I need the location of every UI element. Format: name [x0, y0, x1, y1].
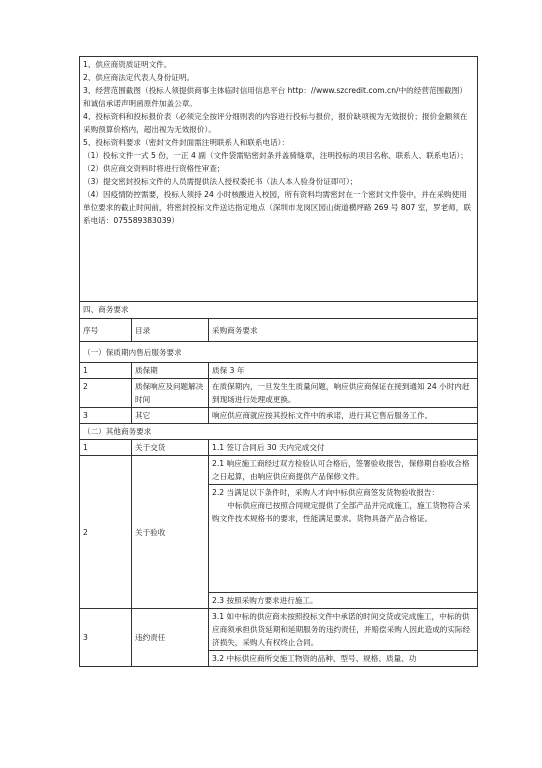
row-item: 质保期 [132, 363, 209, 379]
group-title-row [80, 424, 478, 440]
row-no: 3 [80, 609, 132, 667]
row-req: 在质保期内，一旦发生生质量问题，响应供应商保证在接到通知 24 小时内赶到现场进行处理或更换。 [209, 379, 478, 408]
liability-subcell [209, 609, 477, 651]
row-item: 质保响应及问题解决时间 [132, 379, 209, 408]
procurement-table [79, 56, 478, 667]
table-row [80, 379, 478, 408]
row-no: 2 [80, 456, 132, 609]
acceptance-text: 2.1 响应施工商经过双方检验认可合格后，签署验收报告，保修期自验收合格之日起算，由响应供应商提供产品保修文件。 [212, 459, 470, 481]
intro-line: （2）供应商交资料时将进行资格性审查； [83, 164, 225, 173]
row-req: 1.1 签订合同后 30 天内完成交付 [209, 440, 478, 456]
row-no: 2 [80, 379, 132, 408]
intro-line: 4、投标资料和投标报价表（必须完全按评分细则表的内容进行投标与报价，报价缺项视为无效报价；报价金额须在采购预算价格内，超出视为无效报价）。 [83, 112, 468, 134]
acceptance-text: 2.3 按照采购方要求进行施工。 [212, 596, 318, 605]
intro-cell [80, 57, 478, 302]
header-row [80, 319, 478, 342]
row-req: 响应供应商就应按其投标文件中的承诺，进行其它售后服务工作。 [209, 408, 478, 424]
row-item: 其它 [132, 408, 209, 424]
header-no: 序号 [80, 319, 132, 342]
intro-line: 5、投标资料要求（密封文件封面需注明联系人和联系电话）： [83, 138, 290, 147]
section-title: 四、商务要求 [80, 302, 478, 319]
row-item: 关于交货 [132, 440, 209, 456]
group-title: （一）保质期内售后服务要求 [80, 342, 478, 363]
row-req [209, 609, 478, 667]
intro-line: 2、供应商法定代表人身份证明。 [83, 73, 195, 82]
liability-text: 3.2 中标供应商所交施工物资的品种、型号、规格、质量、功 [212, 654, 417, 663]
row-item: 关于验收 [132, 456, 209, 609]
intro-line: 3、经营范围截图（投标人须提供商事主体临时信用信息平台 http：//www.szcredit.com.cn/中的经营范围截图）和诚信承诺声明函原件加盖公章。 [83, 86, 467, 108]
row-no: 3 [80, 408, 132, 424]
row-req: 质保 3 年 [209, 363, 478, 379]
acceptance-subcell [209, 593, 477, 608]
section-title-row [80, 302, 478, 319]
intro-line: （1）投标文件一式 5 份，一正 4 副（文件袋需贴密封条并盖骑缝章，注明投标的项目名称、联系人、联系电话）； [83, 151, 468, 160]
header-item: 目录 [132, 319, 209, 342]
row-req [209, 456, 478, 609]
acceptance-text: 中标供应商已按照合同规定提供了全部产品并完成施工，施工货物符合采购文件技术规格书的要求，性能满足要求。货物具备产品合格证。 [212, 501, 471, 523]
table-row [80, 456, 478, 609]
row-item: 违约责任 [132, 609, 209, 667]
header-req: 采购商务要求 [209, 319, 478, 342]
intro-row [80, 57, 478, 302]
acceptance-subcell [209, 456, 477, 485]
acceptance-text: 2.2 当满足以下条件时，采购人才向中标供应商签发货物验收报告： [212, 488, 440, 497]
intro-line: 1、供应商资质证明文件。 [83, 60, 172, 69]
liability-text: 3.1 如中标的供应商未按照投标文件中承诺的时间交货或完成施工，中标的供应商须承担供货延期和延期服务的违约责任，并赔偿采购人因此造成的实际经济损失，采购人有权终止合同。 [212, 612, 471, 647]
group-title-row [80, 342, 478, 363]
row-no: 1 [80, 440, 132, 456]
blank-space [212, 525, 474, 591]
intro-line: （3）提交密封投标文件的人员需提供法人授权委托书（法人本人验身份证即可）； [83, 177, 358, 186]
intro-line: （4）因疫情防控需要，投标人须持 24 小时核酸进入校园，所有资料均需密封在一个密封文件袋中，并在采购使用单位要求的截止时间前，将密封投标文件送达指定地点（深圳市龙岗区园山街道横坪路 269 号 807 室，罗老师，联系电话：075589383039） [83, 190, 471, 225]
table-row [80, 440, 478, 456]
liability-subcell [209, 651, 477, 666]
table-row [80, 363, 478, 379]
group-title: （二）其他商务要求 [80, 424, 478, 440]
row-no: 1 [80, 363, 132, 379]
acceptance-subcell [209, 485, 477, 593]
table-row [80, 408, 478, 424]
table-row [80, 609, 478, 667]
